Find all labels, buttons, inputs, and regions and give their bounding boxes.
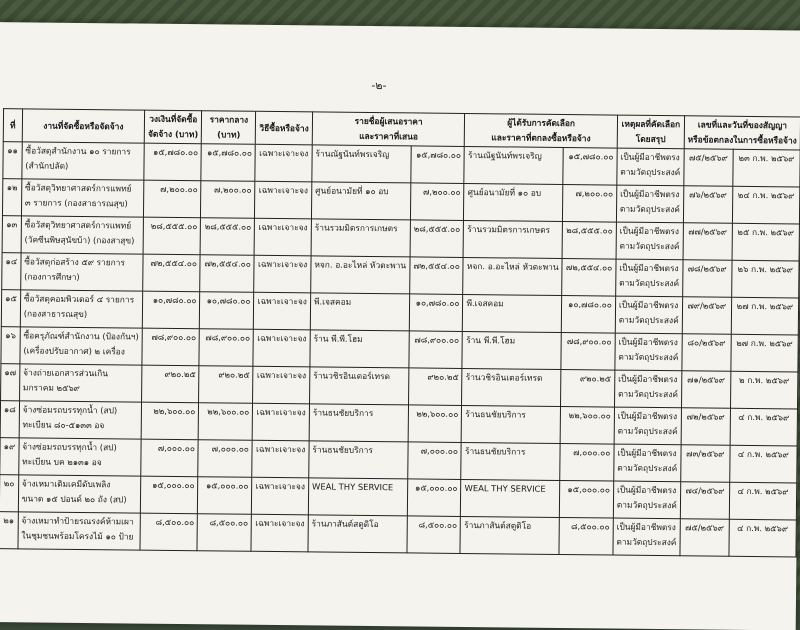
- agreed-price: ๗๘,๙๐๐.๐๐: [561, 333, 615, 371]
- procurement-method: เฉพาะเจาะจง: [253, 366, 310, 404]
- bidder-name: ร้านณัฐนันท์พรเจริญ: [312, 145, 411, 183]
- bid-amount: ๘,๕๐๐.๐๐: [407, 516, 461, 554]
- header-no: ที่: [3, 109, 22, 142]
- header-median: ราคากลาง (บาท): [202, 111, 256, 145]
- agreed-price: ๘,๕๐๐.๐๐: [559, 517, 613, 555]
- contract-date: ๒๗ ก.พ. ๒๕๖๙: [731, 297, 799, 335]
- budget-amount: ๑๐,๗๘๐.๐๐: [142, 291, 200, 329]
- procurement-table: [0, 108, 800, 557]
- bidder-name: ร้านภาสันต์สตูดิโอ: [308, 515, 407, 553]
- bid-amount: ๒๒,๖๐๐.๐๐: [408, 405, 462, 443]
- contract-number: ๘๐/๒๕๖๙: [682, 334, 731, 372]
- selection-reason: เป็นผู้มีอาชีพตรง ตามวัตถุประสงค์: [616, 222, 683, 260]
- selection-reason: เป็นผู้มีอาชีพตรง ตามวัตถุประสงค์: [617, 148, 684, 186]
- budget-amount: ๘,๕๐๐.๐๐: [140, 513, 198, 551]
- item-description: จ้างซ่อมรถบรรทุกน้ำ (สป) ทะเบียน ๘๐-๕๑๓๓ อจ: [19, 401, 142, 439]
- budget-amount: ๗๘,๙๐๐.๐๐: [142, 328, 200, 366]
- contract-number: ๗๖/๒๕๖๙: [683, 186, 732, 224]
- header-budget: วงเงินที่จัดซื้อ จัดจ้าง (บาท): [144, 110, 202, 144]
- bid-amount: ๙๒๐.๒๕: [408, 368, 462, 406]
- item-description: ซื้อวัสดุวิทยาศาสตร์การแพทย์ (วัคซีนพิษสุนัขบ้า) (กองสาสุข): [21, 216, 144, 254]
- median-price: ๗,๐๐๐.๐๐: [198, 440, 252, 478]
- item-description: ซื้อครุภัณฑ์สำนักงาน (ป้องกันฯ) (เครื่องปรับอากาศ) ๒ เครื่อง: [20, 327, 143, 365]
- bidder-name: ร้าน พี.พี.โฮม: [310, 330, 409, 368]
- winner-name: ร้านภาสันต์สตูดิโอ: [460, 516, 559, 554]
- header-method: วิธีซื้อหรือจ้าง: [256, 111, 313, 145]
- contract-date: ๔ ก.พ. ๒๕๖๙: [730, 408, 798, 446]
- winner-name: ร้านธนชัยบริการ: [461, 442, 560, 480]
- item-description: จ้างถ่ายเอกสารส่วนเกิน มกราคม ๒๕๖๙: [19, 364, 142, 402]
- procurement-method: เฉพาะเจาะจง: [254, 218, 311, 256]
- row-number: ๑๕: [1, 290, 20, 327]
- contract-date: ๔ ก.พ. ๒๕๖๙: [729, 482, 797, 520]
- bidder-name: ร้านธนชัยบริการ: [309, 404, 408, 442]
- bidder-name: ศูนย์อนามัยที่ ๑๐ อบ: [311, 182, 410, 220]
- winner-name: ร้านรวมมิตรการเกษตร: [463, 220, 562, 258]
- agreed-price: ๙๒๐.๒๕: [561, 369, 615, 407]
- contract-number: ๗๓/๒๕๖๙: [681, 445, 730, 483]
- median-price: ๒๒,๖๐๐.๐๐: [199, 403, 253, 441]
- bidder-name: ร้านธนชัยบริการ: [309, 441, 408, 479]
- procurement-method: เฉพาะเจาะจง: [253, 403, 310, 441]
- median-price: ๗,๒๐๐.๐๐: [201, 181, 255, 219]
- row-number: ๑๑: [3, 142, 22, 179]
- procurement-method: เฉพาะเจาะจง: [255, 144, 312, 182]
- row-number: ๑๖: [1, 327, 20, 364]
- selection-reason: เป็นผู้มีอาชีพตรง ตามวัตถุประสงค์: [613, 481, 680, 519]
- header-reason: เหตุผลที่คัดเลือก โดยสรุป: [617, 115, 684, 149]
- item-description: จ้างซ่อมรถบรรทุกน้ำ (สป) ทะเบียน บค ๒๑๓๑ อจ: [19, 438, 142, 476]
- selection-reason: เป็นผู้มีอาชีพตรง ตามวัตถุประสงค์: [614, 407, 681, 445]
- selection-reason: เป็นผู้มีอาชีพตรง ตามวัตถุประสงค์: [616, 185, 683, 223]
- median-price: ๑๐,๗๘๐.๐๐: [200, 292, 254, 330]
- item-description: ซื้อวัสดุคอมพิวเตอร์ ๔ รายการ (กองสาธารณสุข): [20, 290, 143, 328]
- selection-reason: เป็นผู้มีอาชีพตรง ตามวัตถุประสงค์: [614, 444, 681, 482]
- bid-amount: ๑๕,๐๐๐.๐๐: [407, 479, 461, 517]
- agreed-price: ๑๕,๐๐๐.๐๐: [559, 480, 613, 518]
- table-row: [0, 512, 796, 557]
- contract-number: ๗๕/๒๕๖๙: [684, 149, 733, 187]
- row-number: ๑๓: [2, 216, 21, 253]
- bidder-name: ร้านรวมมิตรการเกษตร: [311, 219, 410, 257]
- row-number: ๑๘: [0, 401, 19, 438]
- contract-date: ๒๖ ก.พ. ๒๕๖๙: [731, 260, 799, 298]
- median-price: ๑๕,๗๘๐.๐๐: [201, 144, 255, 182]
- row-number: ๑๗: [1, 364, 20, 401]
- page-number: -๒-: [371, 78, 387, 93]
- median-price: ๒๘,๕๕๕.๐๐: [201, 218, 255, 256]
- agreed-price: ๑๐,๗๘๐.๐๐: [561, 296, 615, 334]
- agreed-price: ๒๒,๖๐๐.๐๐: [560, 406, 614, 444]
- contract-number: ๗๘/๒๕๖๙: [683, 260, 732, 298]
- median-price: ๘,๕๐๐.๐๐: [197, 514, 251, 552]
- contract-date: ๒๕ ก.พ. ๒๕๖๙: [732, 223, 800, 261]
- agreed-price: ๑๕,๗๘๐.๐๐: [563, 148, 617, 186]
- agreed-price: ๗,๒๐๐.๐๐: [563, 185, 617, 223]
- bid-amount: ๗,๐๐๐.๐๐: [407, 442, 461, 480]
- median-price: ๗๒,๕๕๔.๐๐: [200, 255, 254, 293]
- budget-amount: ๙๒๐.๒๕: [142, 365, 200, 403]
- budget-amount: ๑๕,๗๘๐.๐๐: [144, 143, 202, 181]
- item-description: ซื้อวัสดุวิทยาศาสตร์การแพทย์ ๓ รายการ (กองสาธารณสุข): [21, 179, 144, 217]
- contract-date: ๒ ก.พ. ๒๕๖๙: [730, 371, 798, 409]
- agreed-price: ๒๘,๕๕๕.๐๐: [562, 222, 616, 260]
- row-number: ๒๑: [0, 512, 18, 549]
- procurement-method: เฉพาะเจาะจง: [251, 514, 308, 552]
- contract-number: ๗๕/๒๕๖๙: [680, 519, 729, 557]
- budget-amount: ๗,๐๐๐.๐๐: [141, 439, 199, 477]
- selection-reason: เป็นผู้มีอาชีพตรง ตามวัตถุประสงค์: [615, 333, 682, 371]
- header-item: งานที่จัดซื้อหรือจัดจ้าง: [22, 109, 145, 143]
- budget-amount: ๒๒,๖๐๐.๐๐: [141, 402, 199, 440]
- winner-name: ร้าน พี.พี.โฮม: [462, 331, 561, 369]
- budget-amount: ๗,๒๐๐.๐๐: [144, 180, 202, 218]
- agreed-price: ๗๒,๕๕๔.๐๐: [562, 259, 616, 297]
- contract-number: ๗๔/๒๕๖๙: [680, 482, 729, 520]
- selection-reason: เป็นผู้มีอาชีพตรง ตามวัตถุประสงค์: [614, 370, 681, 408]
- contract-number: ๗๗/๒๕๖๙: [683, 223, 732, 261]
- bid-amount: ๗,๒๐๐.๐๐: [410, 183, 464, 221]
- bidder-name: หจก. อ.อะไหล่ หัวตะพาน: [311, 256, 410, 294]
- bid-amount: ๑๕,๗๘๐.๐๐: [410, 146, 464, 184]
- selection-reason: เป็นผู้มีอาชีพตรง ตามวัตถุประสงค์: [613, 518, 680, 556]
- procurement-method: เฉพาะเจาะจง: [255, 181, 312, 219]
- median-price: ๗๘,๙๐๐.๐๐: [199, 329, 253, 367]
- item-description: ซื้อวัสดุก่อสร้าง ๕๙ รายการ (กองการศึกษา): [20, 253, 143, 291]
- bidder-name: ร้านวชิรอินเตอร์เทรด: [309, 367, 408, 405]
- bid-amount: ๒๘,๕๕๕.๐๐: [410, 220, 464, 258]
- header-selected: ผู้ได้รับการคัดเลือก และราคาที่ตกลงซื้อหรือจ้าง: [465, 113, 618, 148]
- winner-name: ร้านณัฐนันท์พรเจริญ: [464, 146, 563, 184]
- contract-number: ๗๒/๒๕๖๙: [681, 408, 730, 446]
- winner-name: ร้านธนชัยบริการ: [462, 405, 561, 443]
- item-description: ซื้อวัสดุสำนักงาน ๑๐ รายการ (สำนักปลัด): [22, 142, 145, 180]
- selection-reason: เป็นผู้มีอาชีพตรง ตามวัตถุประสงค์: [615, 296, 682, 334]
- median-price: ๙๒๐.๒๕: [199, 366, 253, 404]
- item-description: จ้างเหมาเติมเคมีดับเพลิง ขนาด ๑๕ ปอนด์ ๒๐ ถัง (สป): [18, 475, 141, 513]
- header-contract: เลขที่และวันที่ของสัญญา หรือข้อตกลงในการซื้อหรือจ้าง: [684, 116, 800, 150]
- budget-amount: ๒๘,๕๕๕.๐๐: [143, 217, 201, 255]
- bid-amount: ๗๘,๙๐๐.๐๐: [409, 331, 463, 369]
- contract-number: ๗๙/๒๕๖๙: [682, 297, 731, 335]
- contract-date: ๒๓ ก.พ. ๒๕๖๙: [732, 149, 800, 187]
- median-price: ๑๕,๐๐๐.๐๐: [198, 477, 252, 515]
- budget-amount: ๗๒,๕๕๔.๐๐: [143, 254, 201, 292]
- row-number: ๑๒: [2, 179, 21, 216]
- contract-date: ๒๔ ก.พ. ๒๕๖๙: [732, 186, 800, 224]
- winner-name: พี.เจสคอม: [463, 294, 562, 332]
- procurement-method: เฉพาะเจาะจง: [253, 329, 310, 367]
- item-description: จ้างเหมาทำป้ายรณรงค์ห้ามเผา ในชุมชนพร้อมโครงไม้ ๑๐ ป้าย: [18, 512, 141, 550]
- bid-amount: ๗๒,๕๕๔.๐๐: [409, 257, 463, 295]
- procurement-method: เฉพาะเจาะจง: [252, 477, 309, 515]
- procurement-method: เฉพาะเจาะจง: [254, 255, 311, 293]
- bidder-name: WEAL THY SERVICE: [308, 478, 407, 516]
- contract-date: ๔ ก.พ. ๒๕๖๙: [729, 519, 797, 557]
- budget-amount: ๑๕,๐๐๐.๐๐: [140, 476, 198, 514]
- winner-name: WEAL THY SERVICE: [461, 479, 560, 517]
- agreed-price: ๗,๐๐๐.๐๐: [560, 443, 614, 481]
- contract-date: ๒๗ ก.พ. ๒๕๖๙: [731, 334, 799, 372]
- document-page: [0, 22, 800, 630]
- winner-name: หจก. อ.อะไหล่ หัวตะพาน: [463, 257, 562, 295]
- winner-name: ร้านวชิรอินเตอร์เทรด: [462, 368, 561, 406]
- bid-amount: ๑๐,๗๘๐.๐๐: [409, 294, 463, 332]
- procurement-method: เฉพาะเจาะจง: [252, 440, 309, 478]
- contract-date: ๔ ก.พ. ๒๕๖๙: [729, 445, 797, 483]
- row-number: ๒๐: [0, 475, 19, 512]
- bidder-name: พี.เจสคอม: [310, 293, 409, 331]
- selection-reason: เป็นผู้มีอาชีพตรง ตามวัตถุประสงค์: [616, 259, 683, 297]
- row-number: ๑๙: [0, 438, 19, 475]
- winner-name: ศูนย์อนามัยที่ ๑๐ อบ: [464, 183, 563, 221]
- procurement-method: เฉพาะเจาะจง: [254, 292, 311, 330]
- header-bidders: รายชื่อผู้เสนอราคา และราคาที่เสนอ: [312, 112, 465, 147]
- contract-number: ๗๑/๒๕๖๙: [681, 371, 730, 409]
- row-number: ๑๔: [2, 253, 21, 290]
